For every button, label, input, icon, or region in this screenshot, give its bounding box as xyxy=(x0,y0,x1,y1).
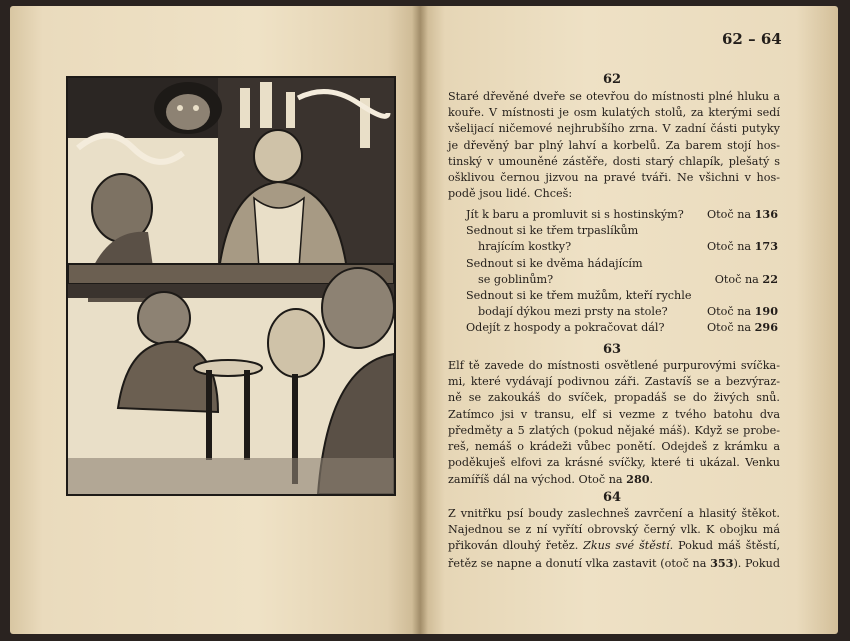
choice-goto[interactable]: Otoč na 136 xyxy=(706,207,778,221)
text-line: ně se zakoukáš do svíček, propadáš se do živých snů. xyxy=(448,391,780,405)
choice-goto[interactable]: Otoč na 22 xyxy=(714,271,778,286)
choice-label: Odejít z hospody a pokračovat dál? xyxy=(466,321,665,335)
section-number-62: 62 xyxy=(602,72,622,87)
section-62-choices xyxy=(466,207,778,337)
section-number-64: 64 xyxy=(602,490,622,505)
text-line: ošklivou černou jizvou na pravé tváři. Ne všichni v hos- xyxy=(448,171,780,185)
text-line: je dřevěný bar plný lahví a korbelů. Za barem stojí hos- xyxy=(448,138,780,152)
choice-label: Sednout si ke dvěma hádajícím xyxy=(466,256,643,270)
choice-190[interactable] xyxy=(466,288,778,320)
choice-22[interactable] xyxy=(466,256,778,288)
text-line: Zatímco jsi v transu, elf si vezme z tvého batohu dva xyxy=(448,407,780,421)
choice-label: se goblinům? xyxy=(478,272,554,286)
text-line: mi, které vydávají podivnou záři. Zastavíš se a bezvýraz- xyxy=(448,375,780,389)
text-line: Najednou se z ní vyřítí obrovský černý vlk. K obojku má xyxy=(448,523,780,537)
section-63-text xyxy=(448,358,780,489)
text-line: podě jsou lidé. Chceš: xyxy=(448,187,573,201)
text-line: poděkuješ elfovi za krásné svíčky, které ti ukázal. Venku xyxy=(448,456,780,470)
text-line: Z vnitřku psí boudy zaslechneš zavrčení a hlasitý štěkot. xyxy=(448,507,780,520)
choice-173[interactable] xyxy=(466,223,778,255)
choice-goto[interactable]: Otoč na 173 xyxy=(706,239,778,254)
choice-goto[interactable]: Otoč na 190 xyxy=(706,304,778,319)
text-line: všelijací ničemové nejhrubšího zrna. V zadní části putyky xyxy=(448,122,780,136)
choice-label: Sednout si ke třem trpaslíkům xyxy=(466,224,639,238)
section-number-63: 63 xyxy=(602,342,622,357)
page-range: 62 – 64 xyxy=(722,30,782,48)
book-gutter xyxy=(412,6,428,634)
tavern-illustration xyxy=(66,76,396,496)
choice-136[interactable] xyxy=(466,207,778,223)
text-line: předměty a 5 zlatých (pokud nějaké máš). Když se probe- xyxy=(448,423,780,437)
text-line: tinský v umouněné zástěře, dosti starý chlapík, plešatý s xyxy=(448,154,780,168)
choice-label: Jít k baru a promluvit si s hostinským? xyxy=(466,208,684,221)
text-line: zamíříš dál na východ. Otoč na 280. xyxy=(448,472,654,487)
section-64-text xyxy=(448,506,780,572)
choice-label: hrajícím kostky? xyxy=(478,240,572,254)
choice-label: Sednout si ke třem mužům, kteří rychle xyxy=(466,289,692,303)
choice-goto[interactable]: Otoč na 296 xyxy=(706,320,778,335)
section-62-text xyxy=(448,89,780,202)
text-line: reš, nemáš o krádeži vůbec ponětí. Odejdeš z krámku a xyxy=(448,440,780,454)
text-line: Elf tě zavede do místnosti osvětlené purpurovými svíčka- xyxy=(448,359,780,372)
goto-280[interactable]: 280 xyxy=(626,472,650,487)
text-line: Staré dřevěné dveře se otevřou do místnosti plné hluku a xyxy=(448,90,780,103)
choice-label: bodají dýkou mezi prsty na stole? xyxy=(478,305,668,319)
tavern-illustration-icon xyxy=(68,78,394,494)
choice-296[interactable] xyxy=(466,320,778,336)
text-line: kouře. V místnosti je osm kulatých stolů, za kterými sedí xyxy=(448,106,780,120)
text-line: přikován dlouhý řetěz. Zkus své štěstí. Pokud máš štěstí, xyxy=(448,539,780,553)
goto-353[interactable]: 353 xyxy=(710,555,734,570)
text-line: řetěz se napne a donutí vlka zastavit (otoč na 353). Pokud xyxy=(448,555,780,570)
